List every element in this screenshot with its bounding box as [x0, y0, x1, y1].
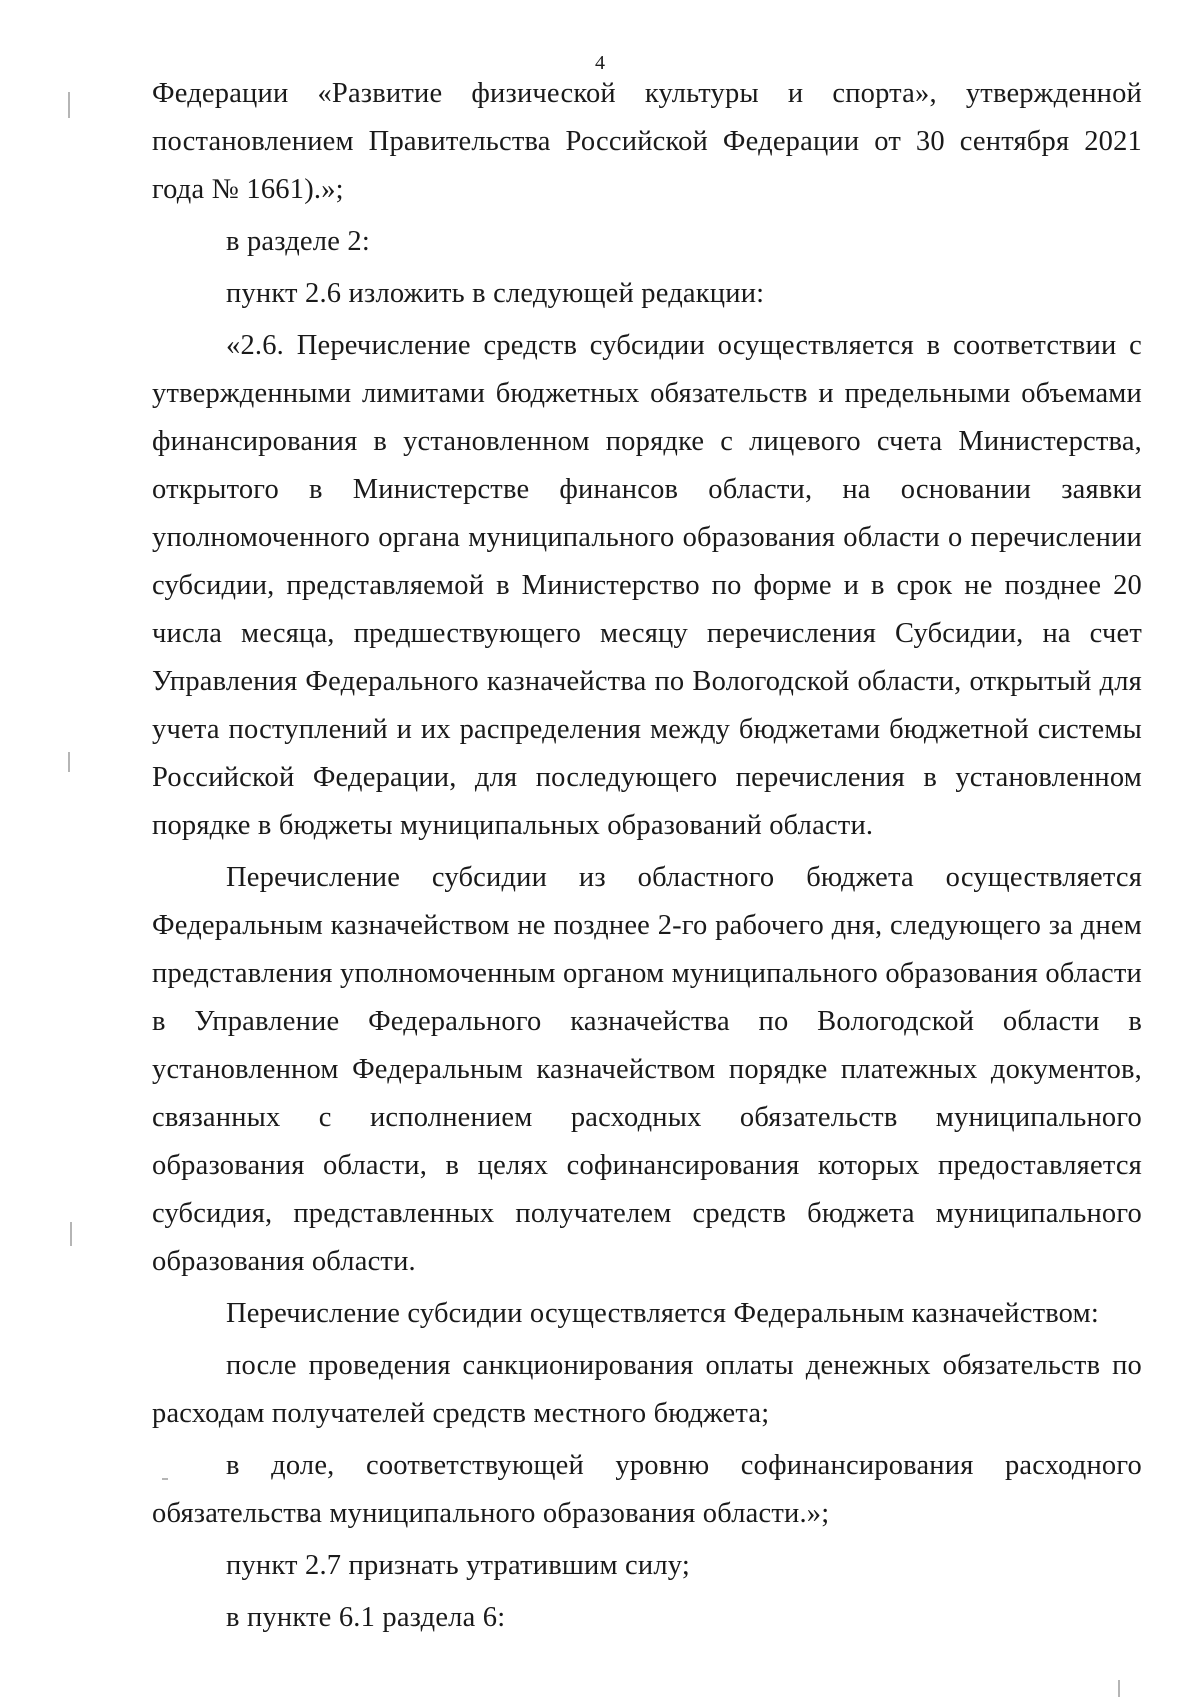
scan-artifact	[162, 1478, 168, 1480]
paragraph-item-2-7-void: пункт 2.7 признать утратившим силу;	[226, 1550, 690, 1581]
document-body	[152, 70, 1142, 1646]
scan-artifact	[68, 92, 70, 118]
scan-artifact	[68, 752, 70, 772]
paragraph-item-6-1: в пункте 6.1 раздела 6:	[226, 1602, 506, 1633]
paragraph-cofinancing-share: в доле, соответствующей уровню софинансирования расходного обязательства муниципального образования области.»;	[152, 1450, 1142, 1529]
paragraph-transfer-regional-budget: Перечисление субсидии из областного бюджета осуществляется Федеральным казначейством не позднее 2-го рабочего дня, следующего за днем представления уполномоченным органом муниципального образования области в Управление Федерального казначейства по Вологодской области в установленном Федеральным казначейством порядке платежных документов, связанных с исполнением расходных обязательств муниципального образования области, в целях софинансирования которых предоставляется субсидия, представленных получателем средств бюджета муниципального образования области.	[152, 862, 1142, 1277]
paragraph-item-2-6-text: «2.6. Перечисление средств субсидии осуществляется в соответствии с утвержденными лимитами бюджетных обязательств и предельными объемами финансирования в установленном порядке с лицевого счета Министерства, открытого в Министерстве финансов области, на основании заявки уполномоченного органа муниципального образования области о перечислении субсидии, представляемой в Министерство по форме и в срок не позднее 20 числа месяца, предшествующего месяцу перечисления Субсидии, на счет Управления Федерального казначейства по Вологодской области, открытый для учета поступлений и их распределения между бюджетами бюджетной системы Российской Федерации, для последующего перечисления в установленном порядке в бюджеты муниципальных образований области.	[152, 330, 1142, 841]
paragraph-item-2-6-intro: пункт 2.6 изложить в следующей редакции:	[226, 278, 765, 309]
paragraph-continuation: Федерации «Развитие физической культуры и спорта», утвержденной постановлением Правительства Российской Федерации от 30 сентября 2021 года № 1661).»;	[152, 78, 1142, 205]
paragraph-section-2: в разделе 2:	[226, 226, 370, 257]
paragraph-transfer-federal-treasury: Перечисление субсидии осуществляется Федеральным казначейством:	[226, 1298, 1099, 1329]
scan-artifact	[1118, 1680, 1120, 1697]
scan-artifact	[70, 1222, 72, 1246]
paragraph-after-sanctioning: после проведения санкционирования оплаты денежных обязательств по расходам получателей средств местного бюджета;	[152, 1350, 1142, 1429]
page-number: 4	[595, 52, 605, 74]
